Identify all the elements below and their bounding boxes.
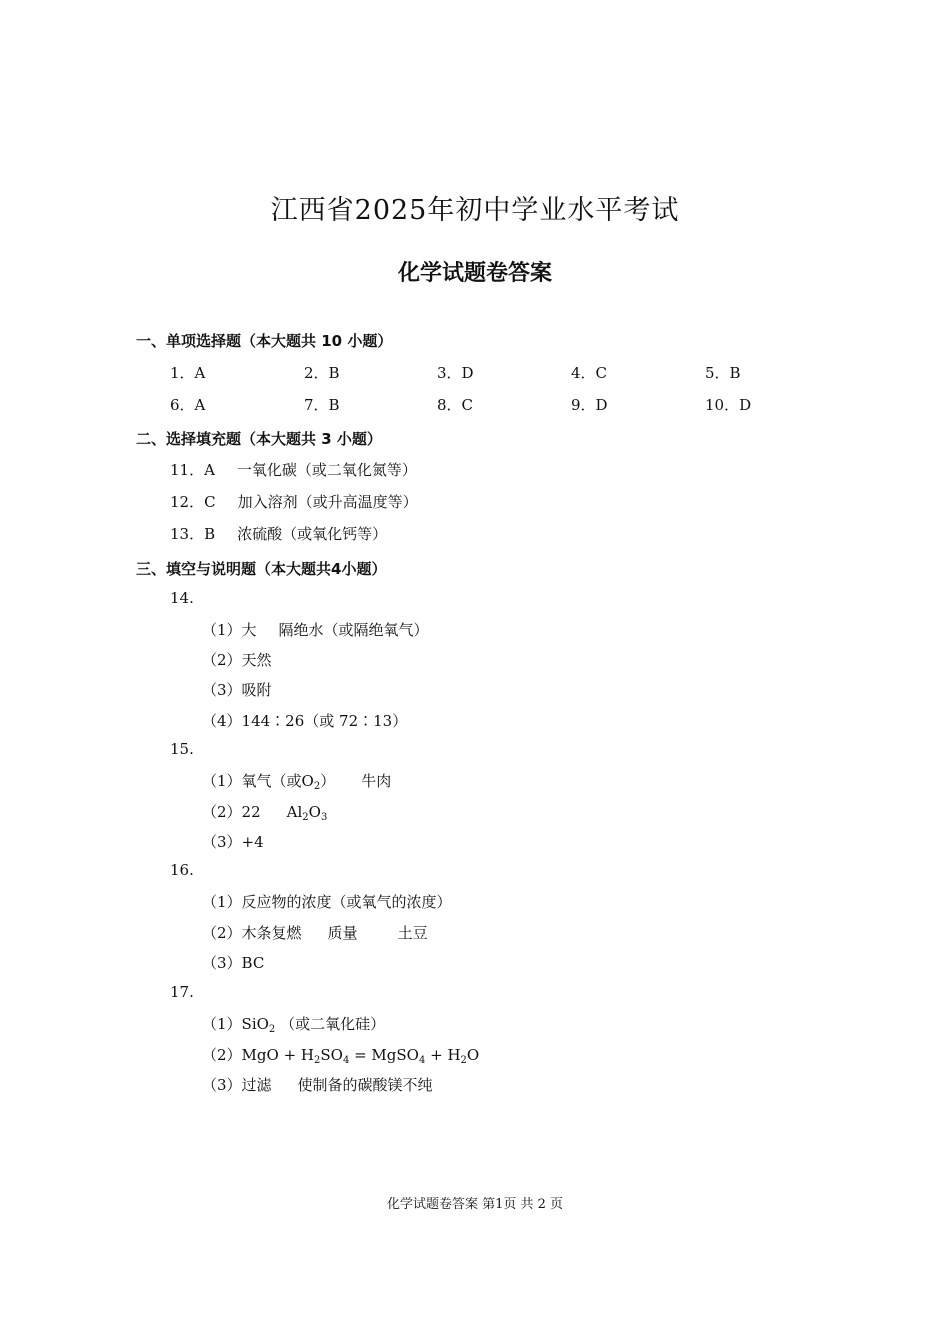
q16-part3: （3）BC [202,954,265,972]
mc-answer: 7．B [304,396,340,414]
q17-number: 17. [170,983,194,1001]
q15-part1-prefix: （1）氧气（或O [202,772,314,790]
q15-number: 15. [170,740,194,758]
q17-part1-sub: 2 [268,1024,276,1035]
mc-answer: 6．A [170,396,206,414]
page-footer: 化学试题卷答案 第1页 共 2 页 [386,1197,564,1212]
q16-number: 16. [170,861,194,879]
eq-seg: （2）MgO + H [202,1046,314,1064]
q14-part3: （3）吸附 [202,681,272,699]
q17-part3-a: （3）过滤 [202,1076,272,1094]
q15-part1 [202,770,391,791]
mc-answer: 8．C [437,396,474,414]
q11-number: 11．A [170,461,215,479]
mc-answer: 10．D [705,396,752,414]
q15-part2-o: O [308,803,321,821]
q13-text: 浓硫酸（或氧化钙等） [237,525,388,543]
mc-answer: 4．C [571,364,608,382]
q17-part2-equation [202,1044,479,1065]
q15-part1-suffix: ） [320,772,336,790]
exam-title: 江西省2025年初中学业水平考试 [270,195,680,226]
q15-part2-prefix: （2）22 [202,803,261,821]
mc-answer: 1．A [170,364,206,382]
q17-part1 [202,1013,385,1034]
eq-sub: 4 [342,1055,350,1066]
mc-answer: 2．B [304,364,340,382]
q15-part2 [202,801,327,822]
q12-text: 加入溶剂（或升高温度等） [237,493,418,511]
q11-text: 一氧化碳（或二氧化氮等） [236,461,417,479]
eq-seg: SO [320,1046,343,1064]
q14-part4: （4）144∶26（或 72∶13） [202,712,408,730]
q16-part2-b: 质量 [327,924,358,942]
q15-part2-al: Al [286,803,303,821]
q16-part2-c: 土豆 [397,924,428,942]
q14-part2: （2）天然 [202,651,272,669]
q14-part1-a: （1）大 [202,621,257,639]
q14-number: 14. [170,589,194,607]
q15-part2-sub1: 2 [302,812,309,823]
answer-q11 [170,459,417,480]
q17-part1-prefix: （1）SiO [202,1015,269,1033]
q17-part1-suffix: （或二氧化硅） [275,1015,386,1033]
q16-part2-a: （2）木条复燃 [202,924,302,942]
q13-number: 13．B [170,525,216,543]
q16-part2 [202,922,428,943]
q17-part3 [202,1074,433,1095]
mc-answer: 9．D [571,396,608,414]
section2-heading: 二、选择填充题（本大题共 3 小题） [136,430,382,448]
answer-q12 [170,491,418,512]
answer-subtitle: 化学试题卷答案 [397,261,552,286]
mc-answer: 3．D [437,364,474,382]
mc-answer: 5．B [705,364,741,382]
q14-part1 [202,619,429,640]
eq-seg: O [466,1046,480,1064]
q15-part3: （3）+4 [202,833,264,851]
q15-part2-sub2: 3 [320,812,328,823]
q15-part1-b: 牛肉 [361,772,392,790]
eq-sub: 2 [460,1055,467,1066]
answer-q13 [170,523,387,544]
eq-seg: + H [425,1046,461,1064]
q12-number: 12．C [170,493,216,511]
q17-part3-b: 使制备的碳酸镁不纯 [297,1076,433,1094]
q14-part1-b: 隔绝水（或隔绝氧气） [278,621,429,639]
q15-part1-sub: 2 [313,781,321,792]
eq-seg: = MgSO [349,1046,419,1064]
section3-heading: 三、填空与说明题（本大题共4小题） [136,560,387,578]
eq-sub: 2 [314,1055,321,1066]
eq-sub: 4 [418,1055,426,1066]
q16-part1: （1）反应物的浓度（或氧气的浓度） [202,893,452,911]
section1-heading: 一、单项选择题（本大题共 10 小题） [136,332,393,350]
